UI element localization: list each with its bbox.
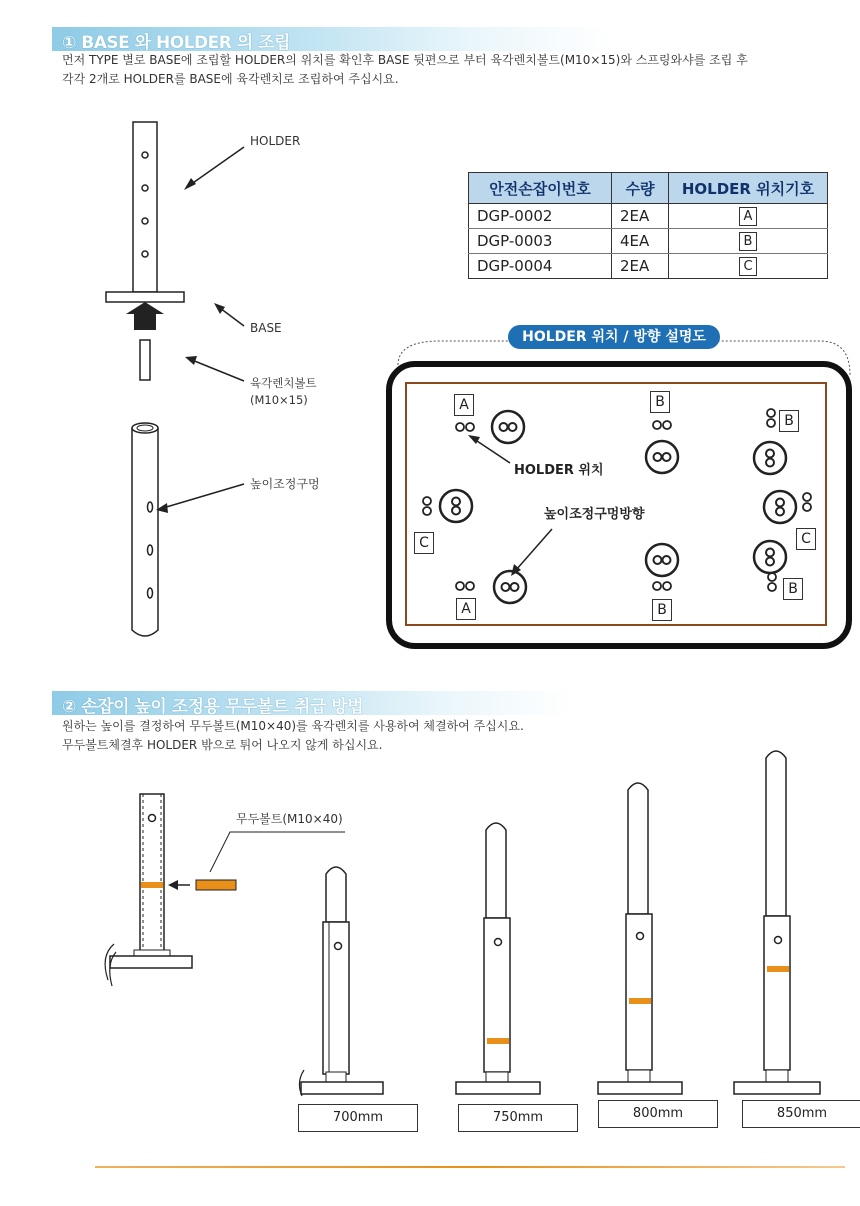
table-row	[469, 229, 828, 254]
col-header-symbol: HOLDER 위치기호	[669, 173, 828, 204]
col-header-qty: 수량	[612, 173, 669, 204]
bolt-label-line2: (M10×15)	[250, 393, 308, 407]
spec-table-header-row	[469, 173, 828, 204]
row-code: DGP-0003	[469, 229, 612, 254]
holder-assembly-drawing	[0, 110, 380, 650]
section1-desc-line1: 먼저 TYPE 별로 BASE에 조립할 HOLDER의 위치를 확인후 BASE 뒷편으로 부터 육각렌치볼트(M10×15)와 스프링와샤를 조립 후	[62, 53, 748, 67]
holder-position-label: HOLDER 위치	[514, 463, 604, 478]
height-hole-label: 높이조정구멍	[250, 477, 320, 491]
height-label-850: 850mm	[742, 1100, 860, 1128]
symbol-box: B	[650, 391, 670, 413]
height-label-750: 750mm	[458, 1104, 578, 1132]
symbol-box: B	[652, 599, 672, 621]
assembly-arrow-icon	[126, 302, 164, 330]
spec-table	[468, 172, 828, 279]
holder-label: HOLDER	[250, 134, 301, 148]
height-label-800: 800mm	[598, 1100, 718, 1128]
row-qty: 2EA	[612, 254, 669, 279]
set-bolt	[196, 880, 236, 890]
section2-description	[62, 717, 524, 755]
symbol-box: A	[454, 394, 474, 416]
section2-desc-line1: 원하는 높이를 결정하여 무두볼트(M10×40)를 육각렌치를 사용하여 체결하여 주십시요.	[62, 719, 524, 733]
row-symbol: A	[739, 207, 757, 226]
section2-desc-line2: 무두볼트체결후 HOLDER 밖으로 튀어 나오지 않게 하십시요.	[62, 738, 383, 752]
height-variant-750	[454, 816, 554, 1096]
set-bolt-label: 무두볼트(M10×40)	[236, 812, 343, 826]
section1-description	[62, 51, 748, 89]
hex-bolt	[140, 340, 150, 380]
row-code: DGP-0002	[469, 204, 612, 229]
hole-direction-label: 높이조정구멍방향	[544, 507, 645, 522]
symbol-box: C	[414, 532, 434, 554]
section2-title: ② 손잡이 높이 조정용 무두볼트 취급 방법	[62, 697, 364, 717]
row-qty: 4EA	[612, 229, 669, 254]
table-row	[469, 204, 828, 229]
height-label-700: 700mm	[298, 1104, 418, 1132]
symbol-box: A	[456, 598, 476, 620]
height-variant-800	[596, 776, 696, 1096]
symbol-box: B	[779, 410, 799, 432]
holder-tube	[133, 122, 157, 292]
row-code: DGP-0004	[469, 254, 612, 279]
diagram-title: HOLDER 위치 / 방향 설명도	[508, 325, 720, 349]
section1-title: ① BASE 와 HOLDER 의 조립	[62, 33, 290, 53]
section1-desc-line2: 각각 2개로 HOLDER를 BASE에 육각렌치로 조립하여 주십시요.	[62, 72, 399, 86]
row-qty: 2EA	[612, 204, 669, 229]
table-row	[469, 254, 828, 279]
bolt-label	[250, 375, 317, 409]
holder-position-diagram	[380, 335, 860, 655]
height-variant-700	[296, 860, 396, 1100]
set-bolt-installed	[141, 882, 163, 888]
col-header-code: 안전손잡이번호	[469, 173, 612, 204]
base-label: BASE	[250, 321, 282, 335]
symbol-box: B	[783, 578, 803, 600]
base-plate	[106, 292, 184, 302]
row-symbol: B	[739, 232, 757, 251]
height-variant-850	[732, 744, 832, 1096]
footer-divider	[95, 1166, 845, 1168]
symbol-box: C	[796, 528, 816, 550]
row-symbol: C	[739, 257, 757, 276]
bolt-label-line1: 육각렌치볼트	[250, 376, 317, 390]
